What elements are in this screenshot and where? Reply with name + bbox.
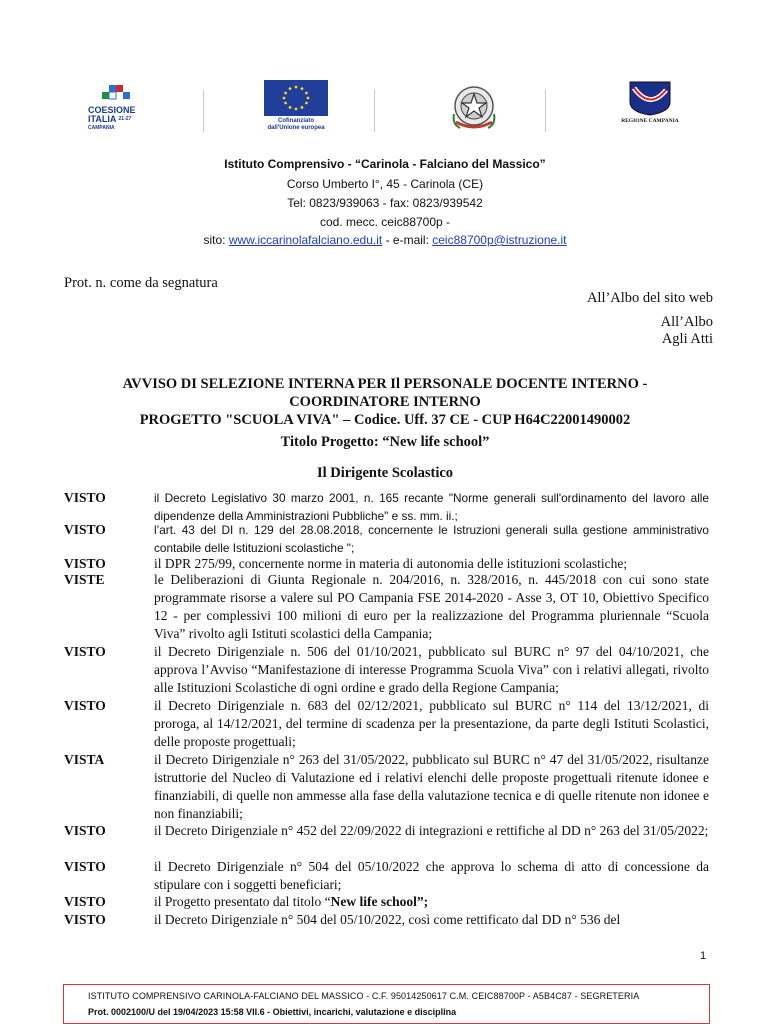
entry-text: il Decreto Dirigenziale n° 263 del 31/05/2022, pubblicato sul BURC n° 47 del 31/05/2022, risultanze istruttorie del Nucleo di Valutazione ed i relativi elenchi delle proposte progettuali ritenute idonee e finanziabili, di quelle non ammesse alla fase della valutazione tecnica e di quelle ritenute non idonee e non finanziabili;: [154, 752, 709, 821]
site-prefix: sito:: [203, 233, 229, 247]
entry-label: VISTO: [64, 490, 106, 505]
italia-text: ITALIA: [88, 114, 116, 124]
project-title: New life school”;: [330, 894, 429, 909]
notice-title-line2: COORDINATORE INTERNO: [289, 394, 481, 410]
entry-text: il Decreto Dirigenziale n° 504 del 05/10/2022 che approva lo schema di atto di concessione da stipulare con i soggetti beneficiari;: [154, 859, 709, 892]
school-mecc-code: cod. mecc. ceic88700p -: [319, 215, 451, 229]
eu-cofinanziato: Cofinanziato: [278, 118, 314, 124]
recipient-albo-web: All’Albo del sito web: [586, 290, 713, 306]
protocol-stamp: [63, 984, 710, 1024]
logo-divider: [203, 90, 204, 132]
eu-flag-logo: [262, 80, 330, 136]
protocol-line: Prot. n. come da segnatura: [64, 275, 218, 291]
entry-label: VISTO: [64, 894, 106, 909]
page-number: 1: [700, 950, 707, 962]
email-link[interactable]: ceic88700p@istruzione.it: [432, 233, 567, 247]
entry-label: VISTO: [64, 698, 106, 713]
logo-divider: [545, 90, 546, 132]
recipient-albo: All’Albo: [660, 314, 713, 330]
school-address: Corso Umberto I°, 45 - Carinola (CE): [286, 177, 484, 191]
stamp-line1: ISTITUTO COMPRENSIVO CARINOLA-FALCIANO DEL MASSICO - C.F. 95014250617 C.M. CEIC88700P - A5B4C87 - SEGRETERIA: [88, 991, 640, 1001]
entry-text: il Decreto Legislativo 30 marzo 2001, n. 165 recante "Norme generali sull'ordinamento del lavoro alle dipendenze della Amministrazioni Pubbliche" e ss. mm. ii.;: [154, 491, 709, 523]
entry-text: il DPR 275/99, concernente norme in materia di autonomia delle istituzioni scolastiche;: [154, 556, 628, 571]
entry-label: VISTO: [64, 859, 106, 874]
site-link[interactable]: www.iccarinolafalciano.edu.it: [228, 233, 383, 247]
notice-title-line1: AVVISO DI SELEZIONE INTERNA PER Il PERSONALE DOCENTE INTERNO -: [122, 376, 648, 392]
notice-title-line4: Titolo Progetto: “New life school”: [280, 434, 490, 450]
recipient-atti: Agli Atti: [661, 331, 713, 347]
entry-label: VISTO: [64, 522, 106, 537]
entry-label: VISTO: [64, 823, 106, 838]
entry-label: VISTE: [64, 572, 105, 587]
entry-text: il Decreto Dirigenziale n° 504 del 05/10/2022, così come rettificato dal DD n° 536 del: [154, 912, 621, 927]
entry-text: le Deliberazioni di Giunta Regionale n. 204/2016, n. 328/2016, n. 445/2018 con cui sono state programmate risorse a valere sul PO Campania FSE 2014-2020 - Asse 3, OT 10, Obiettivo Specifico 12 - per complessivi 100 milioni di euro per la realizzazione del Programma pluriennale “Scuola Viva” rivolto agli Istituti scolastici della Campania;: [154, 572, 709, 641]
entry-text-prefix: il Progetto presentato dal titolo “: [154, 894, 331, 909]
entry-label: VISTA: [64, 752, 105, 767]
entry-label: VISTO: [64, 644, 106, 659]
regione-campania-logo: [614, 80, 686, 132]
coesione-italia-logo: [88, 80, 148, 138]
email-separator: - e-mail:: [382, 233, 433, 247]
entry-text: [154, 893, 709, 911]
school-contacts: [0, 231, 770, 249]
campania-text: CAMPANIA: [88, 125, 115, 131]
stamp-line2: Prot. 0002100/U del 19/04/2023 15:58 VII.6 - Obiettivi, incarichi, valutazione e disciplina: [88, 1007, 457, 1017]
entry-text: il Decreto Dirigenziale n. 683 del 02/12/2021, pubblicato sul BURC n° 114 del 13/12/2021, di proroga, al 14/12/2021, del termine di scadenza per la presentazione, da parte degli Istituti Scolastici, delle proposte progettuali;: [154, 698, 709, 749]
logo-divider: [374, 90, 375, 132]
entry-label: VISTO: [64, 556, 106, 571]
school-name: Istituto Comprensivo - “Carinola - Falciano del Massico”: [224, 157, 546, 171]
italian-republic-emblem: [446, 80, 502, 136]
entry-text: il Decreto Dirigenziale n. 506 del 01/10/2021, pubblicato sul BURC n° 97 del 04/10/2021, che approva l’Avviso “Manifestazione di interesse Programma Scuola Viva” con i relativi allegati, rivolto alle Istituzioni Scolastiche di ogni ordine e grado della Regione Campania;: [154, 644, 709, 695]
entry-text: il Decreto Dirigenziale n° 452 del 22/09/2022 di integrazioni e rettifiche al DD n° 263 del 31/05/2022;: [154, 823, 709, 838]
school-phone: Tel: 0823/939063 - fax: 0823/939542: [287, 196, 483, 210]
notice-title-line3: PROGETTO "SCUOLA VIVA" – Codice. Uff. 37 CE - CUP H64C22001490002: [139, 412, 631, 428]
entry-label: VISTO: [64, 912, 106, 927]
entry-text: l’art. 43 del DI n. 129 del 28.08.2018, concernente le Istruzioni generali sulla gestione amministrativo contabile delle Istituzioni scolastiche ";: [154, 523, 709, 555]
signer-heading: Il Dirigente Scolastico: [316, 465, 454, 481]
eu-unione: dall'Unione europea: [267, 125, 325, 131]
coesione-text: COESIONE: [88, 105, 136, 115]
regione-campania-label: REGIONE CAMPANIA: [621, 118, 679, 124]
italia-years: 21-27: [118, 116, 132, 122]
